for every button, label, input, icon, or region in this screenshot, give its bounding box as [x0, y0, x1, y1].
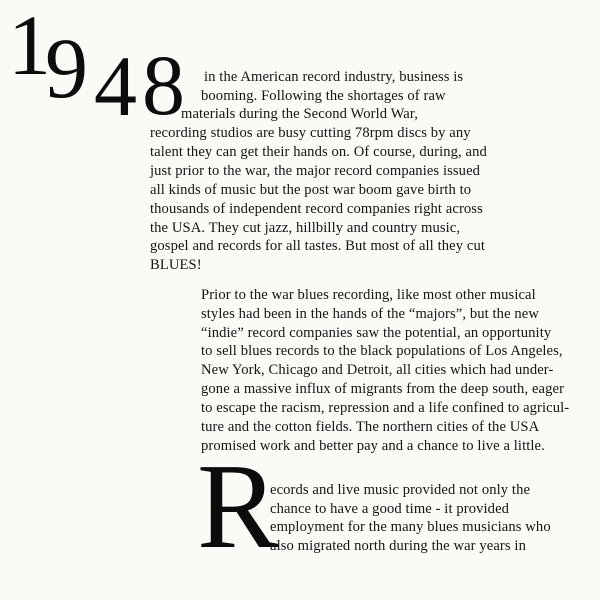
paragraph-1-line: talent they can get their hands on. Of course, during, and [150, 144, 487, 160]
paragraph-2-line: to sell blues records to the black populations of Los Angeles, [201, 343, 563, 359]
paragraph-2-line: promised work and better pay and a chance to live a little. [201, 438, 545, 454]
paragraph-3-line: ecords and live music provided not only the [270, 482, 531, 498]
paragraph-2-line: styles had been in the hands of the “majors”, but the new [201, 306, 540, 322]
paragraph-1-line: gospel and records for all tastes. But most of all they cut [150, 238, 485, 254]
paragraph-1-line: recording studios are busy cutting 78rpm discs by any [150, 125, 471, 141]
paragraph-1-line: just prior to the war, the major record companies issued [150, 163, 481, 179]
paragraph-2-line: gone a massive influx of migrants from the deep south, eager [201, 381, 565, 397]
year-digit-2: 9 [45, 20, 88, 116]
paragraph-1-line: thousands of independent record companies right across [150, 201, 483, 217]
paragraph-2-line: “indie” record companies saw the potential, an opportunity [201, 325, 552, 341]
paragraph-2-line: to escape the racism, repression and a life confined to agricul- [201, 400, 570, 416]
paragraph-3-line: chance to have a good time - it provided [270, 501, 510, 517]
paragraph-2-line: ture and the cotton fields. The northern cities of the USA [201, 419, 540, 435]
paragraph-1-line: the USA. They cut jazz, hillbilly and country music, [150, 220, 461, 236]
drop-cap: R [197, 439, 279, 574]
year-digit-1: 1 [8, 0, 51, 93]
paragraph-1-line: in the American record industry, business is [204, 69, 464, 85]
paragraph-3-line: employment for the many blues musicians who [270, 519, 551, 535]
year-digit-3: 4 [94, 38, 137, 134]
paragraph-1-line: all kinds of music but the post war boom gave birth to [150, 182, 472, 198]
paragraph-1-line: booming. Following the shortages of raw [201, 88, 446, 104]
paragraph-1-line: BLUES! [150, 257, 202, 273]
paragraph-1-line: materials during the Second World War, [181, 106, 419, 122]
year-heading [0, 0, 200, 134]
year-digit-4: 8 [142, 37, 185, 133]
paragraph-3-line: also migrated north during the war years in [270, 538, 526, 554]
paragraph-2-line: New York, Chicago and Detroit, all cities which had under- [201, 362, 554, 378]
paragraph-2-line: Prior to the war blues recording, like most other musical [201, 287, 536, 303]
